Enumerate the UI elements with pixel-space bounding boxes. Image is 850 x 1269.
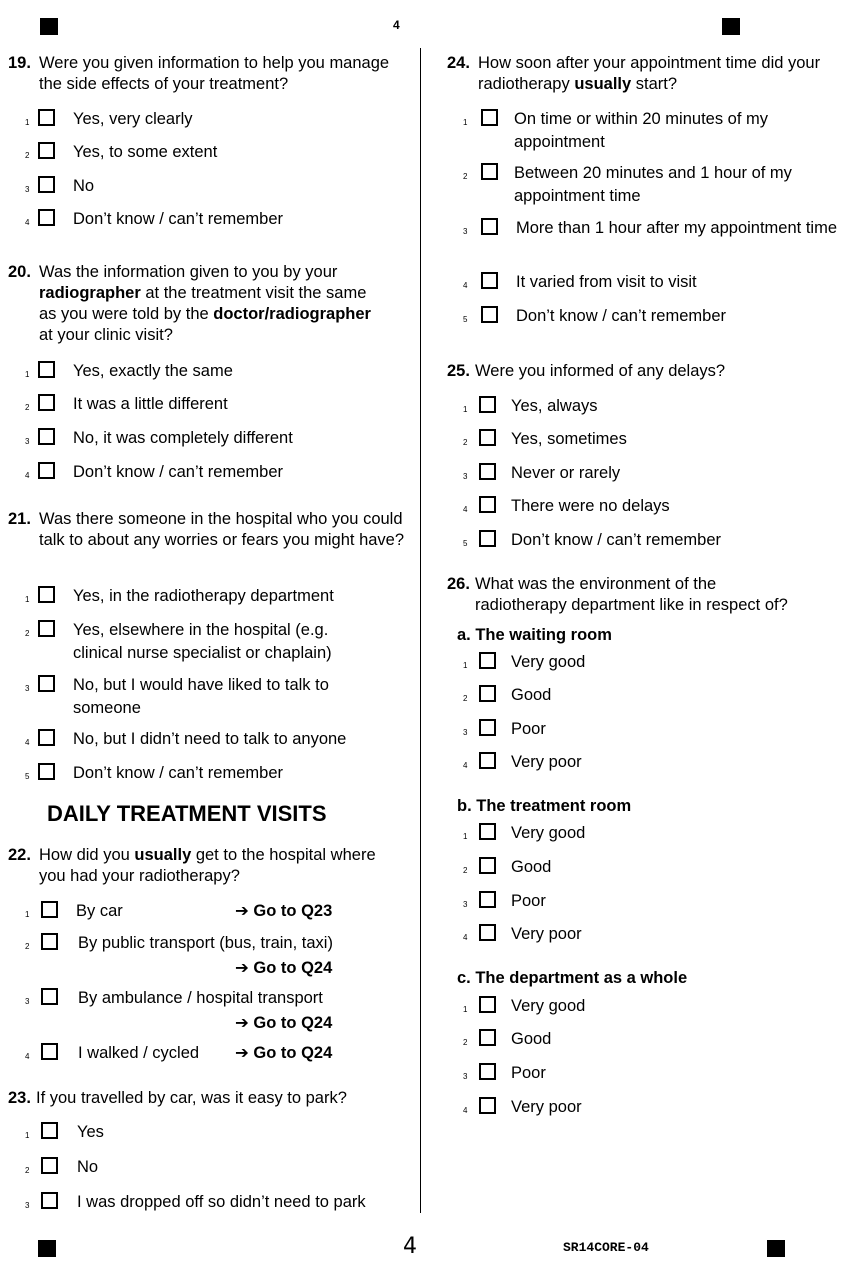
question-number: 26. bbox=[447, 575, 470, 593]
checkbox[interactable] bbox=[479, 530, 496, 547]
form-code: SR14CORE-04 bbox=[563, 1240, 649, 1255]
q26a-option-1[interactable]: 1 Very good bbox=[463, 653, 586, 671]
q19-option-4[interactable]: 4 Don’t know / can’t remember bbox=[25, 210, 283, 228]
q21-option-3[interactable]: 3 No, but I would have liked to talk to someone bbox=[25, 676, 329, 717]
q22-option-4[interactable]: 4 I walked / cycled ➔ Go to Q24 bbox=[25, 1042, 410, 1065]
q26b-option-4[interactable]: 4 Very poor bbox=[463, 925, 582, 943]
q26c-option-4[interactable]: 4 Very poor bbox=[463, 1098, 582, 1116]
checkbox[interactable] bbox=[41, 1122, 58, 1139]
q26c-option-1[interactable]: 1 Very good bbox=[463, 997, 586, 1015]
q26a-option-4[interactable]: 4 Very poor bbox=[463, 753, 582, 771]
registration-mark-bottom-left bbox=[38, 1240, 56, 1257]
checkbox[interactable] bbox=[41, 933, 58, 950]
q22-option-3[interactable]: 3 By ambulance / hospital transport ➔ Go to Q24 bbox=[25, 987, 410, 1037]
checkbox[interactable] bbox=[479, 996, 496, 1013]
q24-option-3[interactable]: 3 More than 1 hour after my appointment time bbox=[463, 219, 837, 237]
page-number-bottom: 4 bbox=[403, 1234, 417, 1259]
q20-option-2[interactable]: 2 It was a little different bbox=[25, 395, 228, 413]
q26a-option-2[interactable]: 2 Good bbox=[463, 686, 552, 704]
q25-option-4[interactable]: 4 There were no delays bbox=[463, 497, 670, 515]
question-19 bbox=[8, 53, 408, 95]
q26c-option-3[interactable]: 3 Poor bbox=[463, 1064, 546, 1082]
q20-option-4[interactable]: 4 Don’t know / can’t remember bbox=[25, 463, 283, 481]
checkbox[interactable] bbox=[479, 1063, 496, 1080]
checkbox[interactable] bbox=[38, 620, 55, 637]
q26a-option-3[interactable]: 3 Poor bbox=[463, 720, 546, 738]
checkbox[interactable] bbox=[38, 209, 55, 226]
sub-question-b: b. The treatment room bbox=[457, 797, 632, 815]
q20-option-1[interactable]: 1 Yes, exactly the same bbox=[25, 362, 233, 380]
checkbox[interactable] bbox=[38, 428, 55, 445]
question-25 bbox=[447, 361, 832, 382]
question-20 bbox=[8, 262, 383, 346]
checkbox[interactable] bbox=[38, 729, 55, 746]
route-go-to-q24: ➔ Go to Q24 bbox=[235, 959, 333, 977]
checkbox[interactable] bbox=[41, 901, 58, 918]
column-divider bbox=[420, 48, 421, 1213]
question-number: 20. bbox=[8, 263, 31, 281]
checkbox[interactable] bbox=[38, 675, 55, 692]
checkbox[interactable] bbox=[479, 857, 496, 874]
question-26 bbox=[447, 574, 832, 616]
checkbox[interactable] bbox=[479, 1097, 496, 1114]
q26c-option-2[interactable]: 2 Good bbox=[463, 1030, 552, 1048]
registration-mark-bottom-right bbox=[767, 1240, 785, 1257]
q24-option-5[interactable]: 5 Don’t know / can’t remember bbox=[463, 307, 726, 325]
checkbox[interactable] bbox=[479, 496, 496, 513]
question-text: What was the environment of the radiotherapy department like in respect of? bbox=[475, 575, 788, 614]
checkbox[interactable] bbox=[479, 463, 496, 480]
q23-option-1[interactable]: 1 Yes bbox=[25, 1123, 104, 1141]
question-number: 21. bbox=[8, 510, 31, 528]
checkbox[interactable] bbox=[38, 176, 55, 193]
checkbox[interactable] bbox=[479, 823, 496, 840]
q25-option-1[interactable]: 1 Yes, always bbox=[463, 397, 598, 415]
question-21 bbox=[8, 509, 408, 551]
sub-question-a: a. The waiting room bbox=[457, 626, 612, 644]
q24-option-2[interactable]: 2 Between 20 minutes and 1 hour of my appointment time bbox=[463, 164, 792, 205]
q23-option-2[interactable]: 2 No bbox=[25, 1158, 99, 1176]
question-text: Were you given information to help you manage the side effects of your treatment? bbox=[39, 54, 390, 93]
checkbox[interactable] bbox=[479, 719, 496, 736]
question-text: Were you informed of any delays? bbox=[475, 362, 726, 380]
question-number: 22. bbox=[8, 846, 31, 864]
question-24 bbox=[447, 53, 832, 95]
question-23 bbox=[8, 1088, 408, 1109]
checkbox[interactable] bbox=[481, 272, 498, 289]
checkbox[interactable] bbox=[479, 1029, 496, 1046]
checkbox[interactable] bbox=[479, 924, 496, 941]
q26b-option-3[interactable]: 3 Poor bbox=[463, 892, 546, 910]
q22-option-1[interactable]: 1 By car ➔ Go to Q23 bbox=[25, 900, 410, 923]
checkbox[interactable] bbox=[41, 1192, 58, 1209]
q24-option-4[interactable]: 4 It varied from visit to visit bbox=[463, 273, 697, 291]
checkbox[interactable] bbox=[38, 109, 55, 126]
question-22 bbox=[8, 845, 378, 887]
q19-option-2[interactable]: 2 Yes, to some extent bbox=[25, 143, 218, 161]
q19-option-1[interactable]: 1 Yes, very clearly bbox=[25, 110, 193, 128]
checkbox[interactable] bbox=[481, 163, 498, 180]
page-number-top: 4 bbox=[393, 18, 400, 32]
q21-option-2[interactable]: 2 Yes, elsewhere in the hospital (e.g. clinical nurse specialist or chaplain) bbox=[25, 621, 332, 662]
q24-option-1[interactable]: 1 On time or within 20 minutes of my appointment bbox=[463, 110, 769, 151]
question-text: How soon after your appointment time did your radiotherapy usually start? bbox=[478, 54, 821, 93]
question-text: Was the information given to you by your radiographer at the treatment visit the same as you were told by the doctor/radiographer at your clinic visit? bbox=[39, 263, 371, 344]
q26b-option-2[interactable]: 2 Good bbox=[463, 858, 552, 876]
checkbox[interactable] bbox=[479, 429, 496, 446]
checkbox[interactable] bbox=[481, 218, 498, 235]
q21-option-5[interactable]: 5 Don’t know / can’t remember bbox=[25, 764, 283, 782]
checkbox[interactable] bbox=[481, 109, 498, 126]
sub-question-c: c. The department as a whole bbox=[457, 969, 688, 987]
checkbox[interactable] bbox=[38, 763, 55, 780]
question-text: How did you usually get to the hospital where you had your radiotherapy? bbox=[39, 846, 376, 885]
q22-option-2[interactable]: 2 By public transport (bus, train, taxi) ➔ Go to Q24 bbox=[25, 932, 410, 982]
question-text: If you travelled by car, was it easy to park? bbox=[36, 1089, 347, 1107]
q25-option-5[interactable]: 5 Don’t know / can’t remember bbox=[463, 531, 721, 549]
checkbox[interactable] bbox=[38, 142, 55, 159]
q25-option-3[interactable]: 3 Never or rarely bbox=[463, 464, 621, 482]
checkbox[interactable] bbox=[41, 1157, 58, 1174]
checkbox[interactable] bbox=[38, 586, 55, 603]
q23-option-3[interactable]: 3 I was dropped off so didn’t need to park bbox=[25, 1193, 366, 1211]
checkbox[interactable] bbox=[41, 1043, 58, 1060]
registration-mark-top-left bbox=[40, 18, 58, 35]
q21-option-1[interactable]: 1 Yes, in the radiotherapy department bbox=[25, 587, 334, 605]
question-number: 25. bbox=[447, 362, 470, 380]
question-number: 24. bbox=[447, 54, 470, 72]
checkbox[interactable] bbox=[479, 752, 496, 769]
registration-mark-top-right bbox=[722, 18, 740, 35]
checkbox[interactable] bbox=[38, 462, 55, 479]
question-number: 19. bbox=[8, 54, 31, 72]
question-text: Was there someone in the hospital who you could talk to about any worries or fears you might have? bbox=[39, 510, 405, 549]
q19-option-3[interactable]: 3 No bbox=[25, 177, 95, 195]
checkbox[interactable] bbox=[41, 988, 58, 1005]
route-go-to-q24: ➔ Go to Q24 bbox=[235, 1044, 333, 1062]
checkbox[interactable] bbox=[479, 891, 496, 908]
checkbox[interactable] bbox=[479, 685, 496, 702]
q20-option-3[interactable]: 3 No, it was completely different bbox=[25, 429, 293, 447]
section-heading: DAILY TREATMENT VISITS bbox=[47, 801, 327, 826]
route-go-to-q23: ➔ Go to Q23 bbox=[235, 902, 333, 920]
q25-option-2[interactable]: 2 Yes, sometimes bbox=[463, 430, 627, 448]
checkbox[interactable] bbox=[479, 396, 496, 413]
q21-option-4[interactable]: 4 No, but I didn’t need to talk to anyone bbox=[25, 730, 347, 748]
checkbox[interactable] bbox=[38, 394, 55, 411]
checkbox[interactable] bbox=[479, 652, 496, 669]
checkbox[interactable] bbox=[481, 306, 498, 323]
question-number: 23. bbox=[8, 1089, 31, 1107]
route-go-to-q24: ➔ Go to Q24 bbox=[235, 1014, 333, 1032]
checkbox[interactable] bbox=[38, 361, 55, 378]
q26b-option-1[interactable]: 1 Very good bbox=[463, 824, 586, 842]
